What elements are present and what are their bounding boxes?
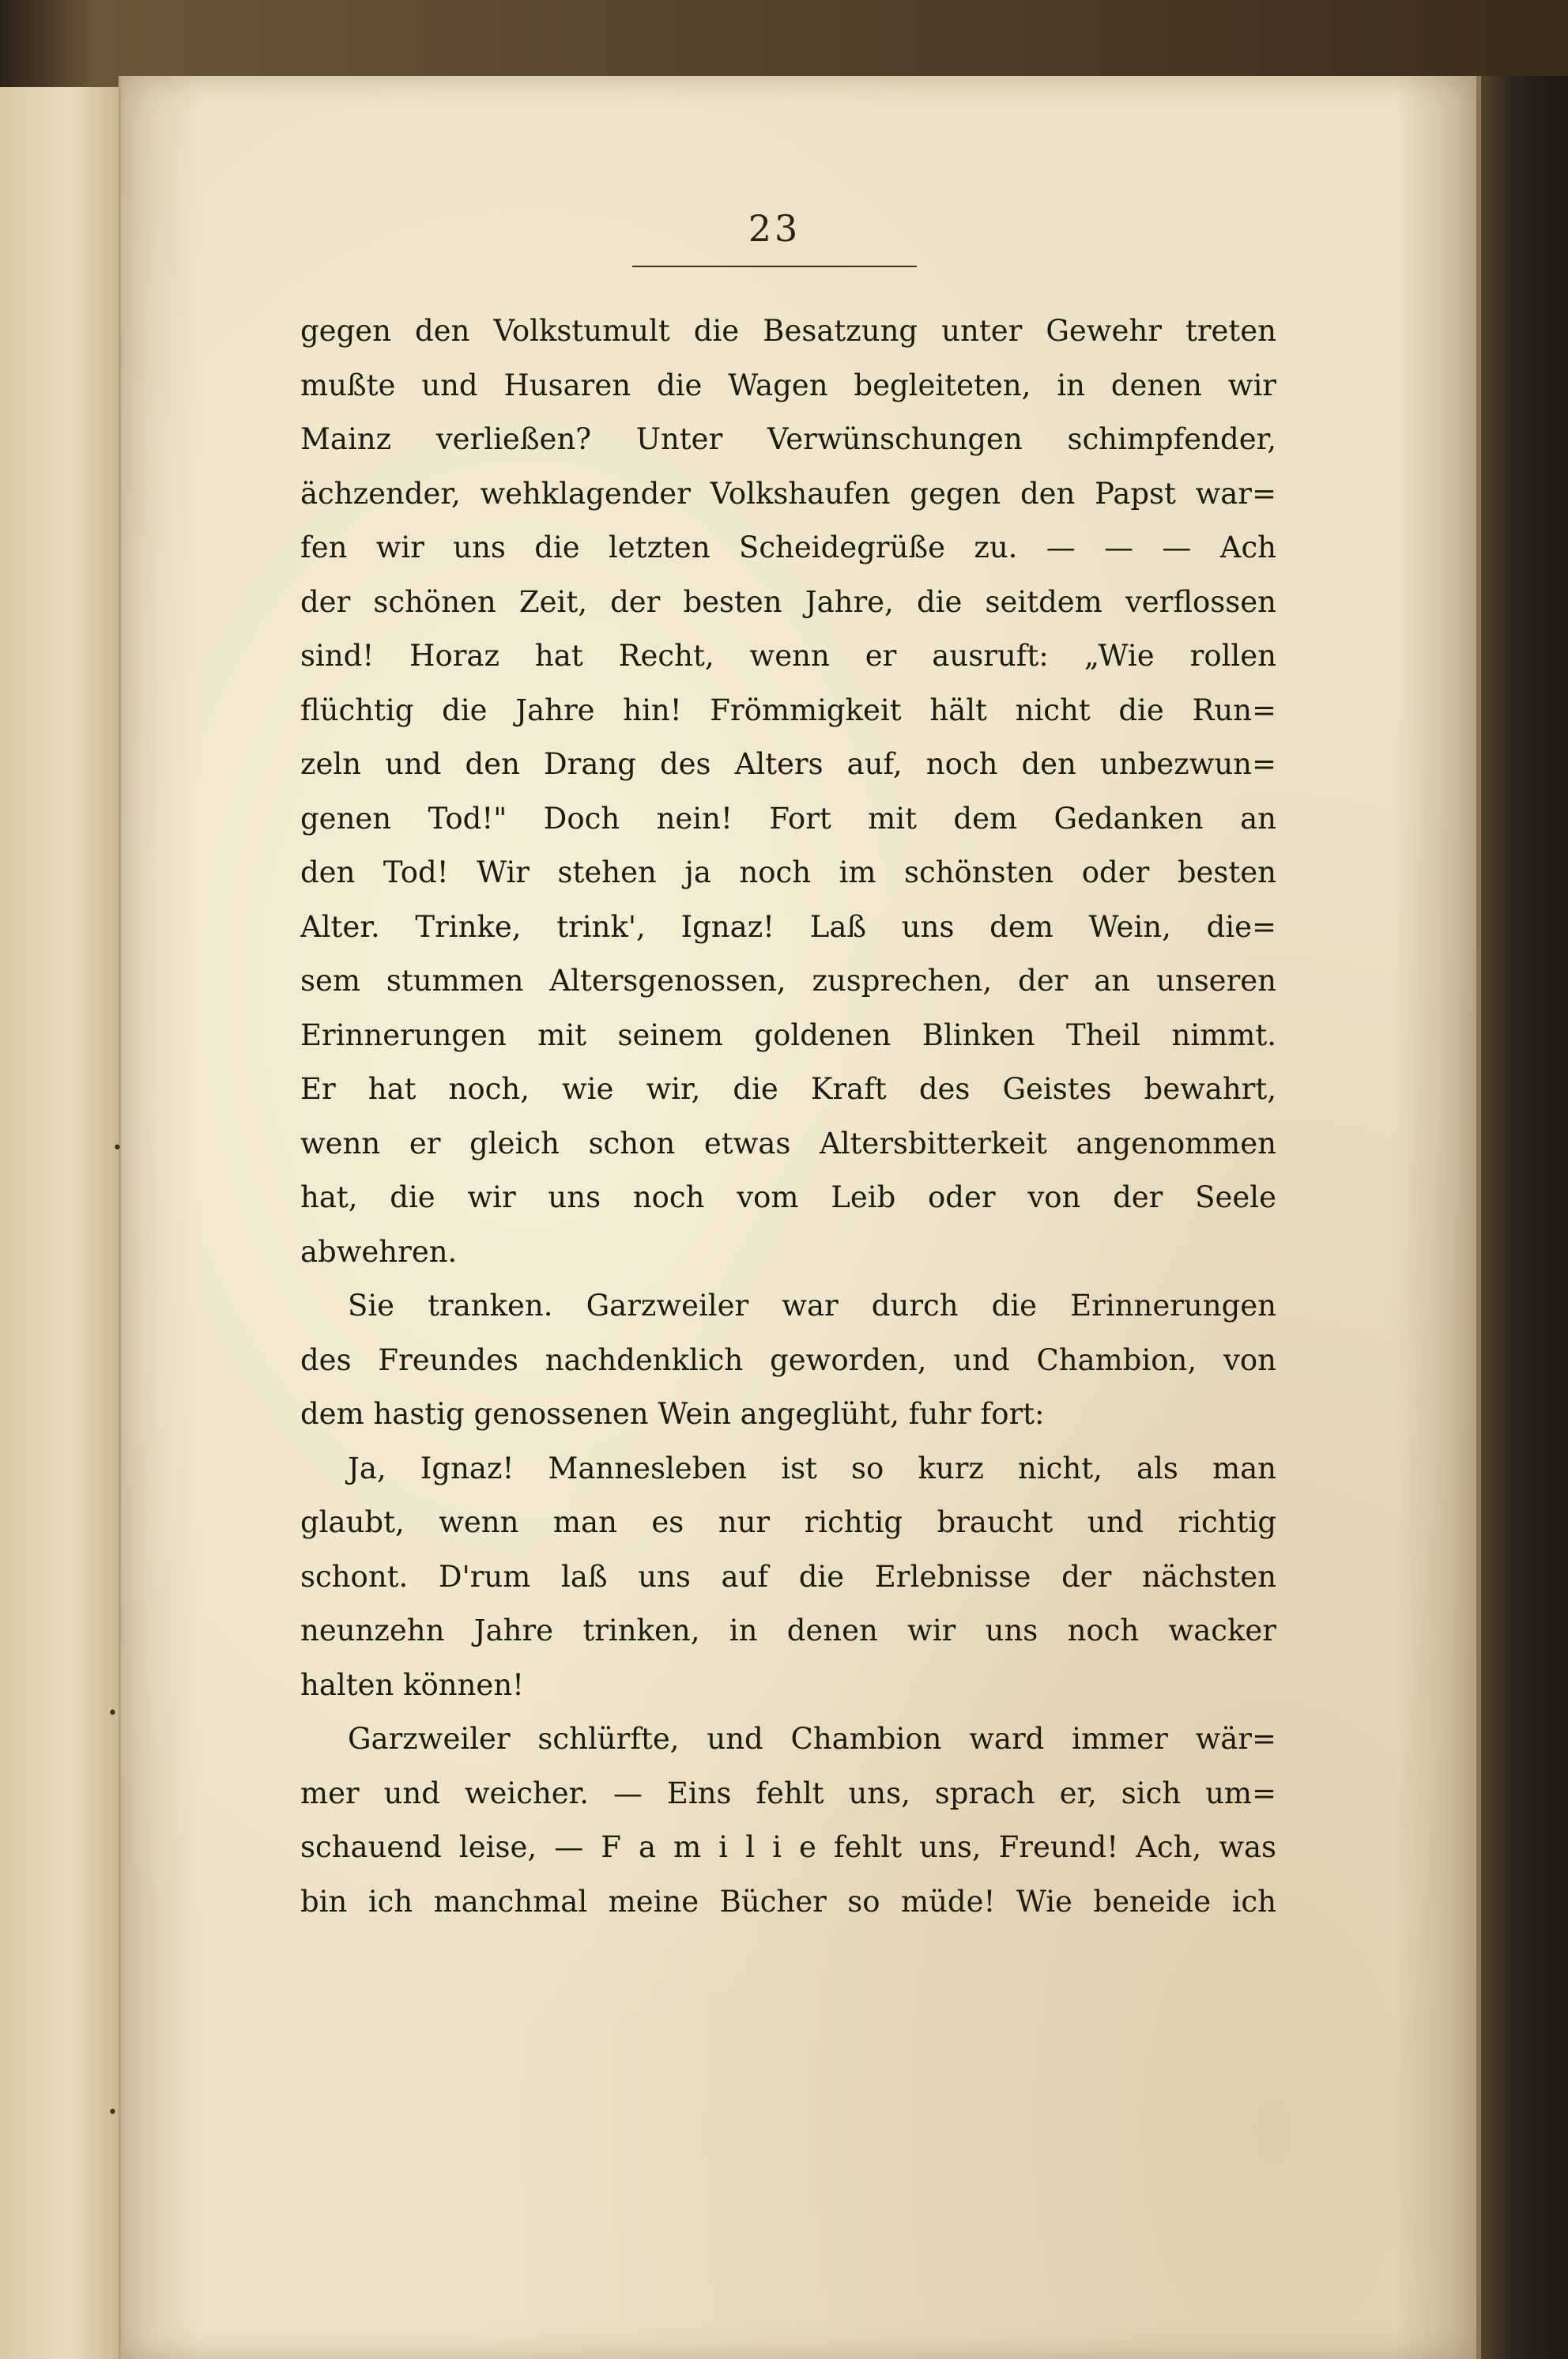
text-line: Alter. Trinke, trink', Ignaz! Laß uns dem Wein, die= [300,909,1276,944]
body-text [300,304,1276,1929]
text-line: den Tod! Wir stehen ja noch im schönsten oder besten [300,855,1276,889]
text-line: Garzweiler schlürfte, und Chambion ward immer wär= [348,1722,1276,1756]
margin-mark: • [107,1704,118,1723]
text-line: hat, die wir uns noch vom Leib oder von der Seele [300,1180,1276,1214]
text-line: schont. D'rum laß uns auf die Erlebnisse der nächsten [300,1559,1276,1594]
text-line: sem stummen Altersgenossen, zusprechen, der an unseren [300,964,1276,998]
book-binding [1474,76,1568,2359]
text-line: genen Tod!" Doch nein! Fort mit dem Gedanken an [300,801,1276,836]
margin-mark: • [107,2103,118,2123]
text-line: wenn er gleich schon etwas Altersbitterkeit angenommen [300,1126,1276,1161]
text-line: des Freundes nachdenklich geworden, und Chambion, von [300,1342,1276,1377]
text-line: Ja, Ignaz! Mannesleben ist so kurz nicht, als man [348,1451,1276,1485]
header-rule [632,266,917,267]
text-line: halten können! [300,1667,525,1702]
page-number: 23 [748,207,801,250]
text-line: dem hastig genossenen Wein angeglüht, fuhr fort: [300,1397,1045,1431]
text-line: schauend leise, — F a m i l i e fehlt uns, Freund! Ach, was [300,1830,1276,1864]
text-line: Erinnerungen mit seinem goldenen Blinken Theil nimmt. [300,1017,1276,1052]
text-line: zeln und den Drang des Alters auf, noch den unbezwun= [300,747,1276,781]
text-line: gegen den Volkstumult die Besatzung unter Gewehr treten [300,314,1276,348]
text-line: flüchtig die Jahre hin! Frömmigkeit hält nicht die Run= [300,693,1276,727]
text-line: Mainz verließen? Unter Verwünschungen schimpfender, [300,422,1276,456]
left-page-edge [0,87,120,2359]
margin-mark: • [112,1138,122,1158]
text-line: neunzehn Jahre trinken, in denen wir uns noch wacker [300,1614,1276,1648]
text-line: der schönen Zeit, der besten Jahre, die seitdem verflossen [300,584,1276,619]
text-line: bin ich manchmal meine Bücher so müde! Wie beneide ich [300,1884,1276,1919]
text-line: glaubt, wenn man es nur richtig braucht und richtig [300,1505,1276,1539]
text-line: Er hat noch, wie wir, die Kraft des Geistes bewahrt, [300,1072,1276,1106]
text-line: fen wir uns die letzten Scheidegrüße zu. — — — Ach [300,530,1276,564]
text-line: mer und weicher. — Eins fehlt uns, sprach er, sich um= [300,1776,1276,1810]
text-line: abwehren. [300,1234,458,1269]
text-line: sind! Horaz hat Recht, wenn er ausruft: „Wie rollen [300,639,1276,673]
text-line: mußte und Husaren die Wagen begleiteten, in denen wir [300,368,1276,402]
text-line: Sie tranken. Garzweiler war durch die Erinnerungen [348,1289,1276,1323]
text-line: ächzender, wehklagender Volkshaufen gegen den Papst war= [300,476,1276,511]
